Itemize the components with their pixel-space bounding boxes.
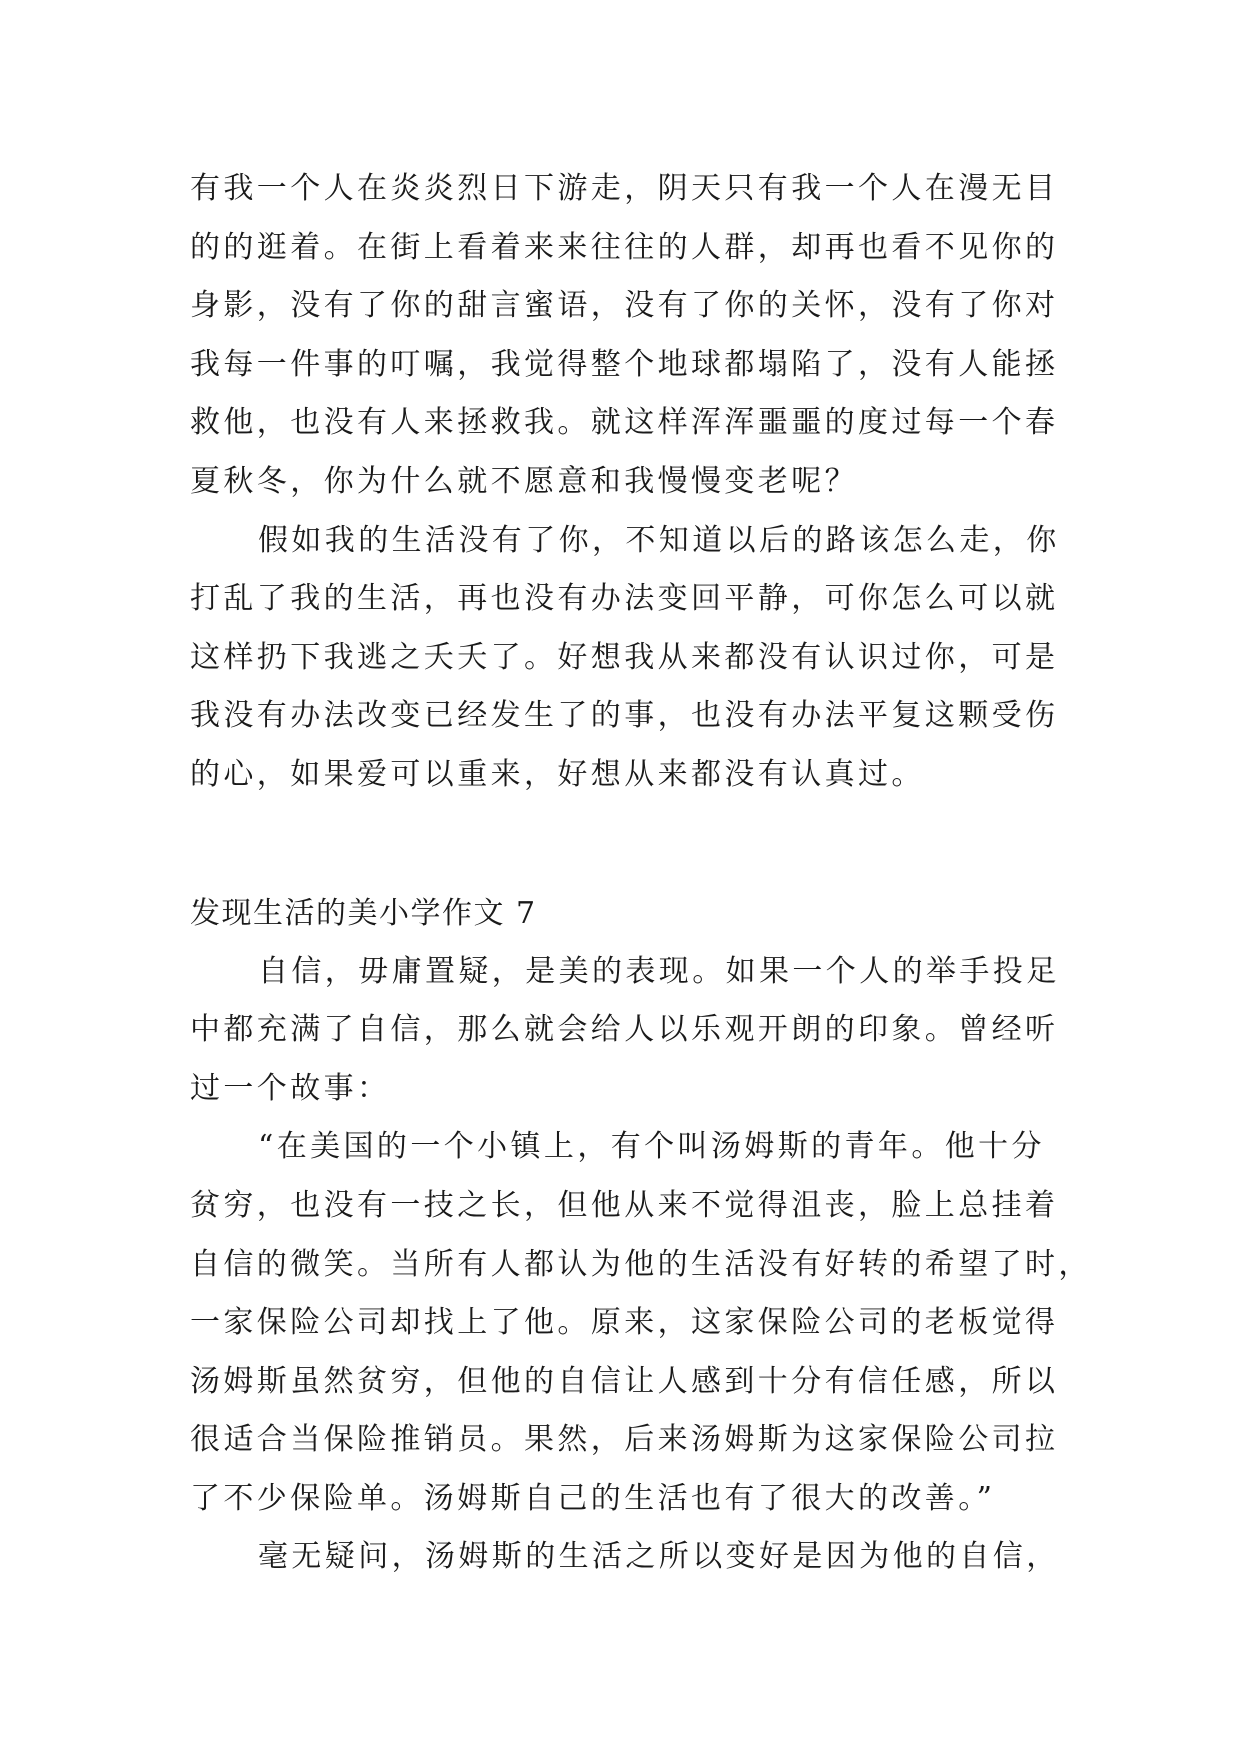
text-line: “在美国的一个小镇上，有个叫汤姆斯的青年。他十分	[258, 1129, 1045, 1165]
text-line: 自信的微笑。当所有人都认为他的生活没有好转的希望了时，	[190, 1246, 1092, 1282]
text-line: 汤姆斯虽然贫穷，但他的自信让人感到十分有信任感，所以	[190, 1363, 1059, 1399]
text-line: 我没有办法改变已经发生了的事，也没有办法平复这颗受伤	[190, 698, 1059, 734]
text-line: 我每一件事的叮嘱，我觉得整个地球都塌陷了，没有人能拯	[190, 346, 1059, 382]
text-line: 假如我的生活没有了你，不知道以后的路该怎么走，你	[258, 522, 1060, 558]
text-line: 过一个故事：	[190, 1070, 391, 1106]
text-line: 了不少保险单。汤姆斯自己的生活也有了很大的改善。”	[190, 1480, 996, 1516]
text-line: 打乱了我的生活，再也没有办法变回平静，可你怎么可以就	[190, 581, 1059, 617]
text-line: 中都充满了自信，那么就会给人以乐观开朗的印象。曾经听	[190, 1012, 1059, 1048]
document-page	[190, 160, 1092, 1587]
paragraph-conclusion	[190, 1528, 1070, 1587]
text-line: 救他，也没有人来拯救我。就这样浑浑噩噩的度过每一个春	[190, 405, 1059, 441]
text-line: 的的逛着。在街上看着来来往往的人群，却再也看不见你的	[190, 229, 1059, 265]
text-line: 一家保险公司却找上了他。原来，这家保险公司的老板觉得	[190, 1305, 1059, 1341]
text-line: 的心，如果爱可以重来，好想从来都没有认真过。	[190, 756, 925, 792]
paragraph-confidence	[190, 943, 1070, 1119]
paragraph-continuation	[190, 160, 1070, 512]
text-line: 有我一个人在炎炎烈日下游走，阴天只有我一个人在漫无目	[190, 171, 1059, 206]
text-line: 很适合当保险推销员。果然，后来汤姆斯为这家保险公司拉	[190, 1422, 1059, 1458]
text-line: 身影，没有了你的甜言蜜语，没有了你的关怀，没有了你对	[190, 288, 1059, 324]
section-spacer	[190, 805, 1070, 885]
paragraph-story-quote	[190, 1118, 1092, 1528]
text-line: 夏秋冬，你为什么就不愿意和我慢慢变老呢？	[190, 463, 858, 499]
text-line: 自信，毋庸置疑，是美的表现。如果一个人的举手投足	[258, 953, 1060, 989]
text-line: 贫穷，也没有一技之长，但他从来不觉得沮丧，脸上总挂着	[190, 1187, 1059, 1223]
section-heading: 发现生活的美小学作文 7	[190, 895, 537, 931]
text-line: 这样扔下我逃之夭夭了。好想我从来都没有认识过你，可是	[190, 639, 1059, 675]
text-line: 毫无疑问，汤姆斯的生活之所以变好是因为他的自信，	[258, 1539, 1060, 1575]
paragraph-if-no-you	[190, 512, 1070, 805]
